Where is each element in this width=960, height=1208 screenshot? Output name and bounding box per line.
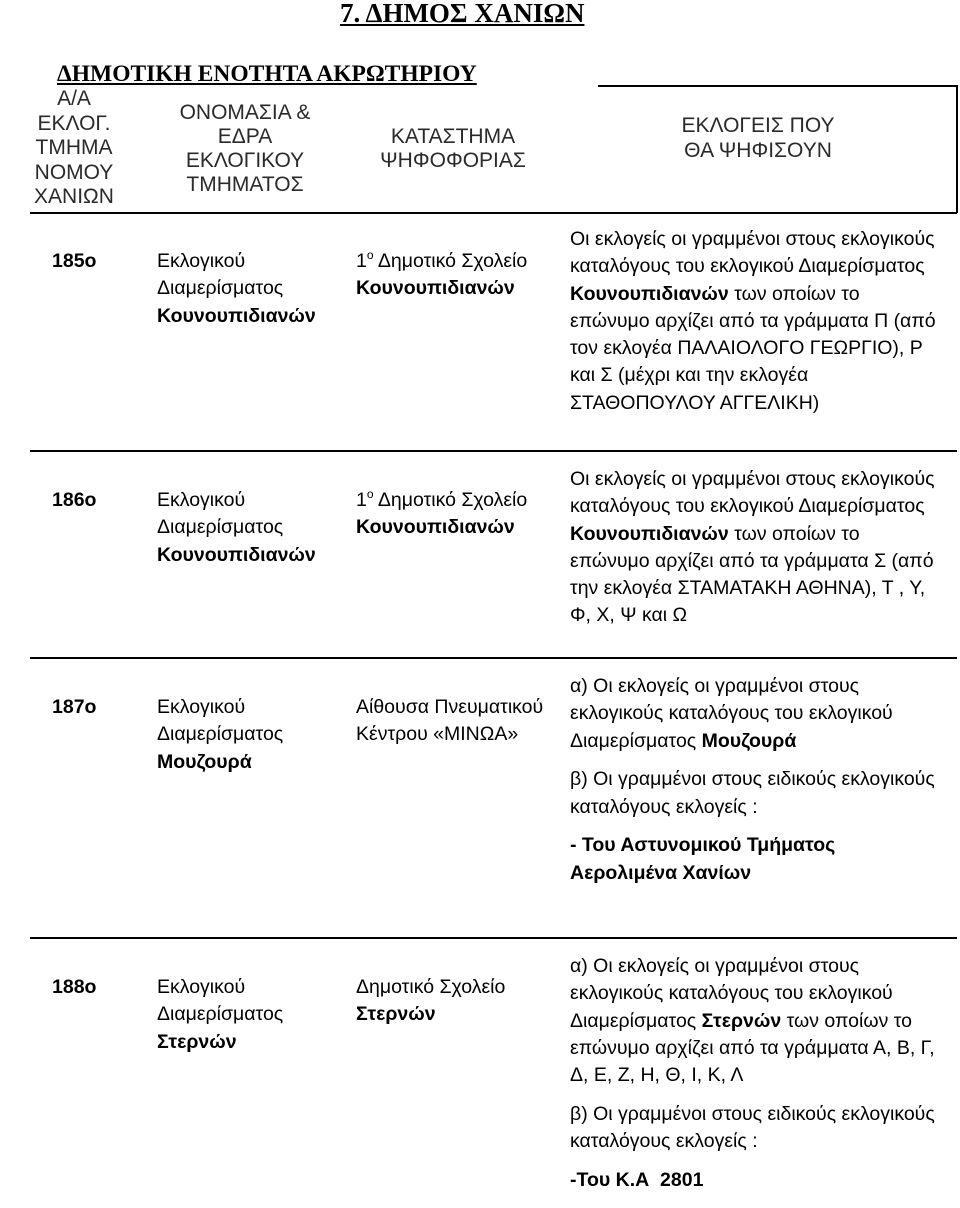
voters-line (570, 390, 936, 417)
text-segment: 1 (356, 250, 367, 272)
text-segment: τον εκλογέα ΠΑΛΑΙΟΛΟΓΟ ΓΕΩΡΓΙΟ), Ρ (570, 337, 923, 360)
text-segment: καταλόγους εκλογείς : (570, 1130, 758, 1153)
text-segment: των οποίων το (728, 282, 860, 305)
polling-venue-line (356, 275, 527, 302)
table-row (0, 937, 960, 1208)
voters-line (570, 1167, 935, 1194)
text-segment: εκλογικούς καταλόγους του εκλογικού (570, 982, 893, 1005)
district-name-line (157, 303, 316, 330)
voters-line (570, 281, 936, 308)
district-name-line (157, 487, 316, 514)
text-segment: των οποίων το (728, 522, 860, 545)
polling-venue-line (356, 514, 527, 541)
table-header (0, 0, 960, 213)
text-segment: Δημοτικό Σχολείο (356, 976, 506, 998)
voters-line (570, 794, 935, 821)
district-name-line (157, 974, 283, 1001)
text-segment: επώνυμο αρχίζει από τα γράμματα Α, Β, Γ, (570, 1036, 935, 1059)
voters-line (570, 602, 935, 629)
text-segment: Κουνουπιδιανών (157, 304, 316, 327)
eligible-voters (570, 953, 935, 1194)
polling-venue (356, 248, 527, 303)
section-heading: ΔΗΜΟΤΙΚΗ ΕΝΟΤΗΤΑ ΑΚΡΩΤΗΡΙΟΥ (57, 61, 477, 87)
ordinal-suffix: ο (366, 487, 374, 501)
voters-line (570, 575, 935, 602)
text-segment: και Σ (μέχρι και την εκλογέα (570, 364, 809, 387)
voters-line (570, 673, 935, 700)
polling-venue (356, 694, 543, 749)
text-segment: καταλόγους του εκλογικού Διαμερίσματος (570, 255, 925, 278)
district-name-line (157, 248, 316, 275)
voters-line (570, 1008, 935, 1035)
polling-venue-line (356, 694, 543, 721)
table-row (0, 450, 960, 657)
voters-line (570, 728, 935, 755)
text-segment: Δ, Ε, Ζ, Η, Θ, Ι, Κ, Λ (570, 1064, 744, 1087)
polling-station-number: 185ο (52, 250, 97, 272)
eligible-voters (570, 673, 935, 887)
text-segment: Εκλογικού (157, 696, 246, 718)
voters-line (570, 860, 935, 887)
voters-line (570, 308, 936, 335)
text-segment: Κουνουπιδιανών (356, 277, 515, 300)
ordinal-suffix: ο (366, 248, 374, 262)
polling-station-number: 186ο (52, 489, 97, 511)
text-segment: Φ, Χ, Ψ και Ω (570, 604, 688, 627)
polling-venue-line (356, 974, 505, 1001)
polling-venue-line (356, 721, 543, 748)
voters-paragraph (570, 766, 935, 821)
polling-venue (356, 974, 505, 1029)
text-segment: Διαμερίσματος (157, 1003, 284, 1026)
text-segment: Δημοτικό Σχολείο (373, 489, 528, 511)
district-name-line (157, 694, 283, 721)
district-name (157, 694, 283, 776)
text-segment: των οποίων το (781, 1009, 913, 1032)
text-segment: Διαμερίσματος (570, 729, 702, 752)
polling-venue-line (356, 487, 527, 514)
text-segment: Αερολιμένα Χανίων (570, 861, 752, 884)
voters-line (570, 466, 935, 493)
voters-line (570, 335, 936, 362)
document-title: 7. ΔΗΜΟΣ ΧΑΝΙΩΝ (340, 0, 585, 28)
header-district-column: ΟΝΟΜΑΣΙΑ & ΕΔΡΑ ΕΚΛΟΓΙΚΟΥ ΤΜΗΜΑΤΟΣ (179, 101, 311, 196)
text-segment: Οι εκλογείς οι γραμμένοι στους εκλογικούς (570, 228, 935, 250)
voters-line (570, 226, 936, 253)
district-name-line (157, 542, 316, 569)
voters-line (570, 700, 935, 727)
voters-line (570, 980, 935, 1007)
text-segment: Εκλογικού (157, 250, 246, 272)
district-name-line (157, 721, 283, 748)
table-row (0, 212, 960, 450)
text-segment: ΣΤΑΘΟΠΟΥΛΟΥ ΑΓΓΕΛΙΚΗ) (570, 391, 820, 414)
voters-line (570, 253, 936, 280)
polling-venue-line (356, 1001, 505, 1028)
district-name-line (157, 749, 283, 776)
text-segment: Κουνουπιδιανών (356, 516, 515, 539)
polling-station-number: 187ο (52, 696, 97, 718)
district-name (157, 248, 316, 330)
text-segment: Κέντρου «ΜΙΝΩΑ» (356, 723, 519, 746)
text-segment: Διαμερίσματος (157, 516, 284, 539)
text-segment: - Του Αστυνομικού Τμήματος (570, 834, 836, 857)
header-number-column: Α/Α ΕΚΛΟΓ. ΤΜΗΜΑ ΝΟΜΟΥ ΧΑΝΙΩΝ (34, 87, 114, 208)
text-segment: β) Οι γραμμένοι στους ειδικούς εκλογικούς (570, 1102, 935, 1125)
text-segment: Διαμερίσματος (157, 277, 284, 300)
district-name-line (157, 1029, 283, 1056)
text-segment: καταλόγους εκλογείς : (570, 795, 758, 818)
voters-paragraph (570, 226, 936, 417)
text-segment: Στερνών (356, 1003, 436, 1026)
voters-paragraph (570, 953, 935, 1089)
text-segment: Δημοτικό Σχολείο (373, 250, 528, 272)
text-segment: α) Οι εκλογείς οι γραμμένοι στους (570, 675, 860, 697)
polling-venue (356, 487, 527, 542)
text-segment: Κουνουπιδιανών (570, 522, 729, 545)
voters-line (570, 1128, 935, 1155)
eligible-voters (570, 226, 936, 417)
text-segment: επώνυμο αρχίζει από τα γράμματα Π (από (570, 309, 936, 332)
voters-line (570, 362, 936, 389)
district-name-line (157, 1001, 283, 1028)
voters-line (570, 766, 935, 793)
voters-paragraph (570, 673, 935, 755)
voters-line (570, 1035, 935, 1062)
text-segment: Στερνών (701, 1009, 782, 1032)
district-name-line (157, 514, 316, 541)
text-segment: 1 (356, 489, 367, 511)
text-segment: Μουζουρά (157, 750, 252, 773)
voters-line (570, 548, 935, 575)
voters-line (570, 953, 935, 980)
voters-line (570, 493, 935, 520)
voters-paragraph (570, 1101, 935, 1156)
voters-paragraph (570, 832, 935, 887)
voters-line (570, 1101, 935, 1128)
text-segment: Εκλογικού (157, 976, 246, 998)
text-segment: -Του Κ.Α 2801 (570, 1169, 704, 1192)
district-name (157, 487, 316, 569)
polling-station-number: 188ο (52, 976, 97, 998)
text-segment: Αίθουσα Πνευματικού (356, 696, 544, 718)
eligible-voters (570, 466, 935, 630)
header-venue-column: ΚΑΤΑΣΤΗΜΑ ΨΗΦΟΦΟΡΙΑΣ (380, 125, 526, 172)
polling-venue-line (356, 248, 527, 275)
header-voters-column: ΕΚΛΟΓΕΙΣ ΠΟΥ ΘΑ ΨΗΦΙΣΟΥΝ (681, 114, 835, 162)
voters-line (570, 521, 935, 548)
text-segment: Κουνουπιδιανών (570, 282, 729, 305)
text-segment: Διαμερίσματος (157, 723, 284, 746)
voters-paragraph (570, 466, 935, 630)
text-segment: εκλογικούς καταλόγους του εκλογικού (570, 702, 893, 725)
text-segment: την εκλογέα ΣΤΑΜΑΤΑΚΗ ΑΘΗΝΑ), Τ , Υ, (570, 577, 926, 600)
voters-line (570, 832, 935, 859)
text-segment: Μουζουρά (701, 729, 797, 752)
text-segment: β) Οι γραμμένοι στους ειδικούς εκλογικούς (570, 768, 935, 791)
text-segment: α) Οι εκλογείς οι γραμμένοι στους (570, 955, 860, 977)
text-segment: επώνυμο αρχίζει από τα γράμματα Σ (από (570, 549, 934, 572)
district-name (157, 974, 283, 1056)
text-segment: Διαμερίσματος (570, 1009, 702, 1032)
district-name-line (157, 275, 316, 302)
text-segment: Κουνουπιδιανών (157, 543, 316, 566)
text-segment: Εκλογικού (157, 489, 246, 511)
text-segment: Οι εκλογείς οι γραμμένοι στους εκλογικούς (570, 468, 935, 490)
voters-paragraph (570, 1167, 935, 1194)
voters-line (570, 1062, 935, 1089)
text-segment: καταλόγους του εκλογικού Διαμερίσματος (570, 495, 925, 518)
table-row (0, 657, 960, 937)
text-segment: Στερνών (157, 1030, 237, 1053)
